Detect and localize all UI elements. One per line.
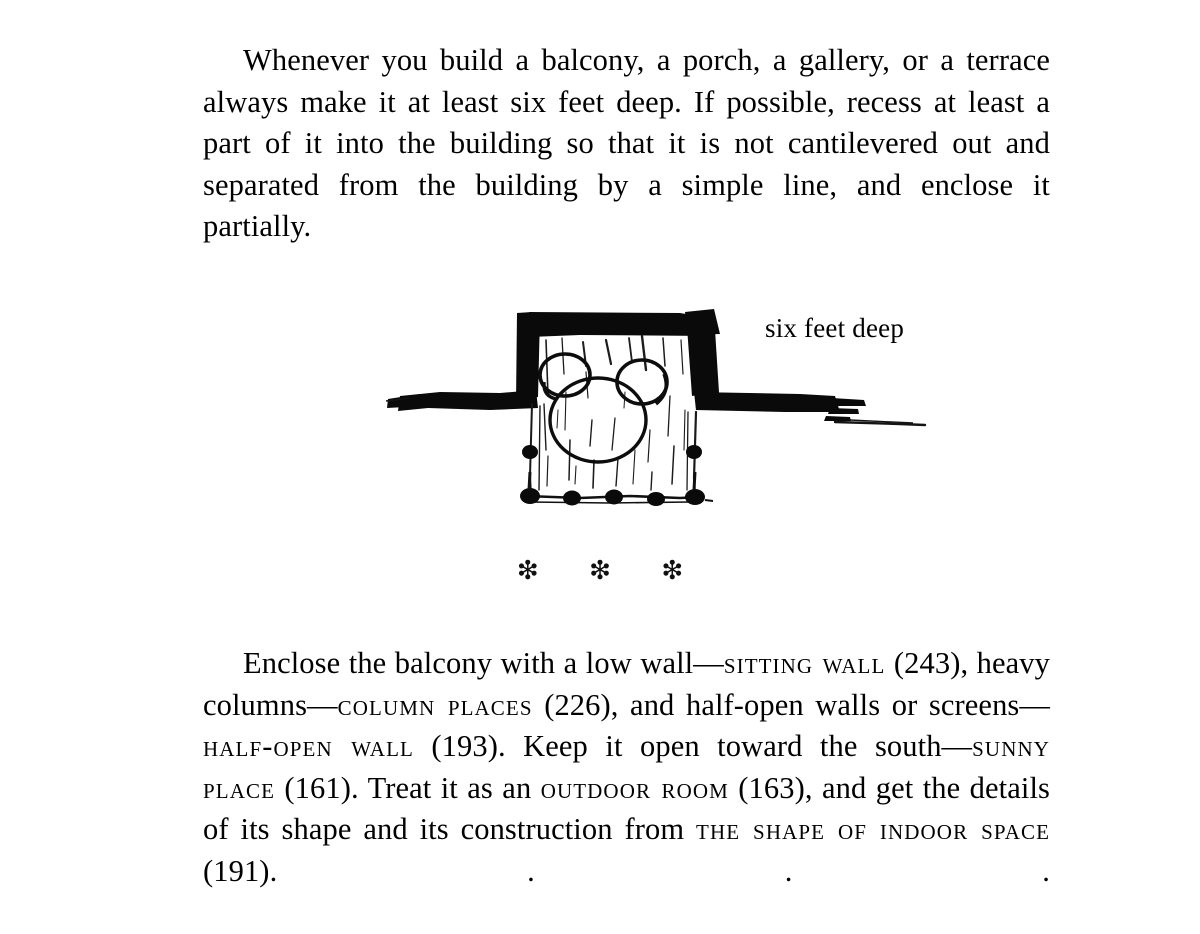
paragraph-top-text: Whenever you build a balcony, a porch, a gallery, or a terrace always make it at least six feet deep. If possible, recess at least a part of it into the building so that it is not cantilevered out and separated from the building by a simple line, and enclose it partially. <box>203 43 1050 243</box>
railing-post <box>563 491 581 506</box>
figure-caption: six feet deep <box>765 313 905 343</box>
floor-hatching <box>544 336 685 490</box>
railing-post <box>685 489 705 505</box>
railing-post-upper <box>686 445 702 459</box>
table-circle <box>550 378 646 462</box>
railing-post <box>647 492 665 506</box>
post-stub <box>694 472 695 490</box>
pattern-reference-name: sitting wall <box>723 646 886 680</box>
railing-tail <box>705 500 713 501</box>
pattern-reference-name: column places <box>337 687 533 722</box>
pattern-reference-name: sunny place <box>203 729 1050 805</box>
railing-post <box>520 488 540 504</box>
paragraph-top-container <box>203 40 1050 289</box>
furniture-group <box>540 354 667 462</box>
paragraph-bottom-text: Enclose the balcony with a low wall—sitting wall (243), heavy columns—column places (226), and half-open walls or screens—half-open wall (193). Keep it open toward the south—sunny place (161). Treat it as an outdoor room (163), and get the details of its shape and its construction from the shape of indoor space (191). . . . <box>203 646 1050 888</box>
pattern-reference-name: half-open wall <box>203 729 414 763</box>
railing-post <box>605 490 623 505</box>
balcony-edge-lines <box>530 404 696 496</box>
chair-circle-right <box>617 360 667 404</box>
post-stub <box>529 472 530 490</box>
pattern-reference-name: the shape of indoor space <box>696 812 1050 846</box>
paragraph-bottom-container <box>203 643 1050 934</box>
pattern-reference-name: outdoor room <box>540 770 729 805</box>
ornament-divider: ❇ ❇ ❇ <box>516 556 706 585</box>
railing-post-upper <box>522 445 538 459</box>
